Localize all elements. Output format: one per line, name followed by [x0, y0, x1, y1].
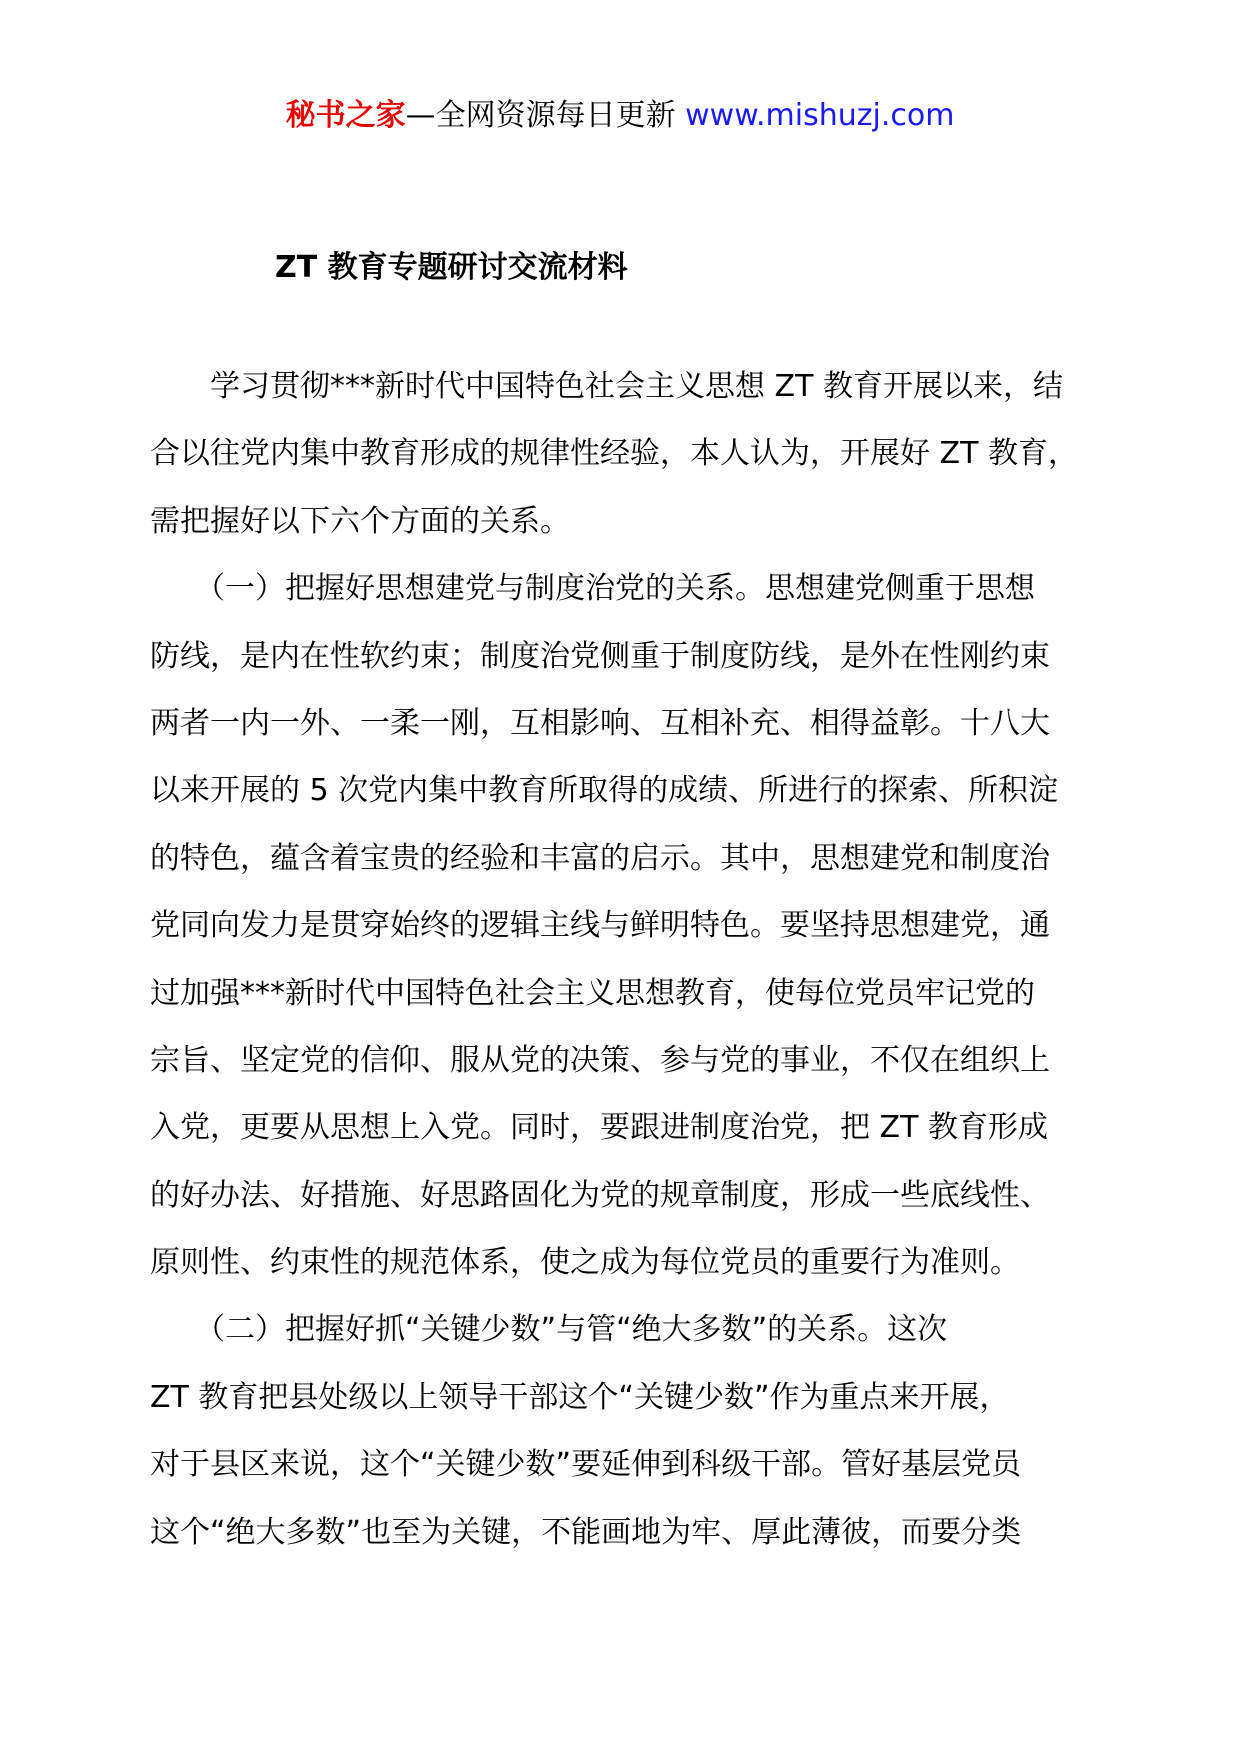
body-line: 入党，更要从思想上入党。同时，要跟进制度治党，把 ZT 教育形成: [150, 1110, 1048, 1146]
body-line: 合以往党内集中教育形成的规律性经验，本人认为，开展好 ZT 教育，: [150, 436, 1078, 472]
body-line: （一）把握好思想建党与制度治党的关系。思想建党侧重于思想: [150, 571, 1035, 607]
body-line: 以来开展的 5 次党内集中教育所取得的成绩、所进行的探索、所积淀: [150, 773, 1059, 809]
brand-name: 秘书之家: [285, 98, 406, 133]
document-body: [150, 353, 1110, 1566]
body-line: 过加强***新时代中国特色社会主义思想教育，使每位党员牢记党的: [150, 975, 1035, 1011]
body-line: 党同向发力是贯穿始终的逻辑主线与鲜明特色。要坚持思想建党，通: [150, 908, 1050, 944]
body-line: 的特色，蕴含着宝贵的经验和丰富的启示。其中，思想建党和制度治: [150, 840, 1050, 876]
site-url-link[interactable]: www.mishuzj.com: [685, 98, 955, 133]
body-line: 这个“绝大多数”也至为关键，不能画地为牢、厚此薄彼，而要分类: [150, 1514, 1022, 1550]
body-line: 学习贯彻***新时代中国特色社会主义思想 ZT 教育开展以来，结: [150, 369, 1063, 404]
body-line: （二）把握好抓“关键少数”与管“绝大多数”的关系。这次: [150, 1312, 948, 1348]
body-line: 对于县区来说，这个“关键少数”要延伸到科级干部。管好基层党员: [150, 1447, 1022, 1483]
banner-tagline: —全网资源每日更新: [405, 98, 686, 133]
document-title: ZT 教育专题研讨交流材料: [275, 250, 628, 285]
body-line: 防线，是内在性软约束；制度治党侧重于制度防线，是外在性刚约束: [150, 638, 1050, 674]
site-banner: [0, 96, 1240, 136]
body-line: 需把握好以下六个方面的关系。: [150, 503, 570, 539]
body-line: 的好办法、好措施、好思路固化为党的规章制度，形成一些底线性、: [150, 1177, 1050, 1213]
body-line: 宗旨、坚定党的信仰、服从党的决策、参与党的事业，不仅在组织上: [150, 1042, 1050, 1078]
body-line: 两者一内一外、一柔一刚，互相影响、互相补充、相得益彰。十八大: [150, 705, 1050, 741]
body-line: 原则性、约束性的规范体系，使之成为每位党员的重要行为准则。: [150, 1245, 1020, 1281]
body-line: ZT 教育把县处级以上领导干部这个“关键少数”作为重点来开展，: [150, 1379, 1010, 1415]
